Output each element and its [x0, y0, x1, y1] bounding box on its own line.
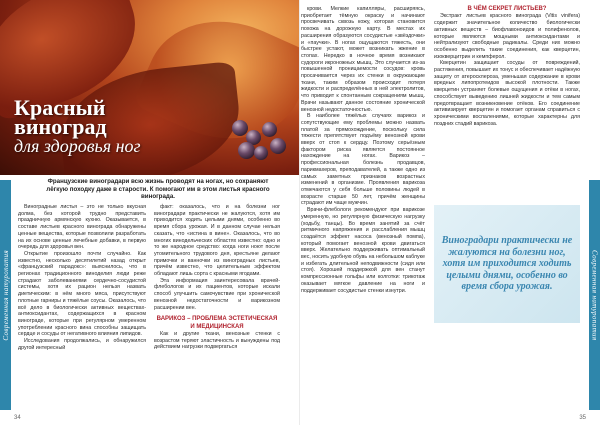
paragraph: Как и другие ткани, венозные стенки с возрастом теряют эластичность и вынуждены под действием нагрузки подвергаться — [154, 331, 280, 351]
paragraph: Врачи-флебологи рекомендуют при варикозе умеренную, но регулярную физическую нагрузку (ходьбу, танцы). Во время занятий за счёт ритмичного напряжения и расслабления мышц создаётся эффект насоса (венозный помпа), который помогает венозной крови двигаться вверх. Желательно поддерживать оптимальный вес, носить удобную обувь на небольшом каблуке и избегать длительной неподвижности (сидя или стоя). Хорошей поддержкой для вен станут компрессионные гольфы или колготки: трикотаж оказывает мягкое давление на ноги и поддерживает сосудистые стенки изнутри. — [301, 207, 425, 294]
page-number: 34 — [14, 415, 21, 421]
sidebar-label: Современная натуропатия — [590, 249, 599, 341]
left-column-1 — [18, 204, 146, 351]
pull-quote-text: Виноградари практически не жалуются на болезни ног, хотя им приходится ходить целыми днями, особенно во время сбора урожая. — [441, 235, 573, 293]
headline-line-1: Красный — [14, 95, 106, 120]
paragraph: факт: оказалось, что и на болезни ног виноградари практически не жалуются, хотя им приходится ходить целыми днями, особенно во время сбора урожая. И в данном случае нельзя сказать, что «истина в вине». Оказалось, что во многих винодельческих областях известно: одно и то же народное средство: когда ноги ноют после утомительного трудового дня, крестьяне делают примочки и ванночки из виноградных листьев, причём известно, что целительным эффектом обладают лишь сорта с красными ягодами. — [154, 204, 280, 278]
article-headline — [14, 95, 244, 156]
paragraph: Открытие произошло почти случайно. Как известно, несколько десятилетий назад открыт «французский парадокс»: выяснилось, что в регионах традиционного виноделия люди реже страдают заболеваниями сердечно-сосудистой системы, хотя их рацион нельзя назвать диетическим: в нём много мяса, присутствуют плотные гарниры и тяжёлые соусы. Оказалось, что всё дело в биологически активных веществах-антиоксидантах, содержащихся в красном винограде, которые при регулярном умеренном употреблении красного вина способны защищать сердце и сосуды от негативного влияния липидов. — [18, 250, 146, 338]
paragraph: Кверцетин защищает сосуды от повреждений, растяжения, повышает их тонус и обеспечивает надёжную защиту от атеросклероза, уменьшая содержание в крови вредных липопротеидов высокой плотности. Также кверцетин устраняет болевые ощущения и отёки в ногах, способствует выведению лишней жидкости и тем самым предотвращает возникновение отёков. Его соединение активизирует кверцетин и помогает органам справиться с хроническими воспалениями, которые характерны для поздних стадий варикоза. — [434, 60, 580, 127]
paragraph: Виноградные листья – это не только вкусная долма, без которой трудно представить праздничную армянскую кухню. Оказывается, в составе листьев красного винограда обнаружены ценные вещества, которые позволили разработать на их основе ценные лечебные добавки, в первую очередь для здоровья вен. — [18, 204, 146, 251]
grape-leaves-photo — [0, 0, 300, 175]
sidebar-label: Современная натуропатия — [1, 249, 10, 341]
page-number: 35 — [579, 415, 586, 421]
section-sidebar-tab — [0, 180, 11, 410]
pull-quote — [434, 205, 580, 323]
headline-line-3: для здоровья ног — [14, 136, 141, 156]
paragraph: В наиболее тяжёлых случаях варикоз и сопутствующие ему проблемы можно назвать платой за прямохождение, поскольку сила тяжести препятствует подъёму венозной крови вверх от стоп к сердцу. Поэтому серьёзным фактором риска является постоянное нахождение на ногах. Варикоз – профессиональная болезнь продавцов, парикмахеров, преподавателей, а также одно из самых заметных признаков возрастных изменений в организме. Проявления варикоза отмечаются у себя больше половины людей в возрасте старше 50 лет, причём женщины страдают им чаще мужчин. — [301, 113, 425, 207]
center-column — [301, 6, 425, 294]
section-subhead: ВАРИКОЗ – ПРОБЛЕМА ЭСТЕТИЧЕСКАЯ И МЕДИЦИНСКАЯ — [156, 316, 278, 330]
paragraph: Эта информация заинтересовала врачей-флебологов и их пациентов, которые искали способ улучшить самочувствие при хронической венозной недостаточности и варикозном расширении вен. — [154, 277, 280, 311]
section-sidebar-tab — [589, 180, 600, 410]
headline-line-2: виноград — [14, 114, 107, 139]
paragraph: Экстракт листьев красного винограда (Vitis vinifera) содержит значительное количество биологически активных веществ – биофлавоноидов и полифенолов, которые являются мощными антиоксидантами и нейтрализуют свободные радикалы. Среди них можно особенно выделить такие соединения, как кверцетин, изокверцитрин и кемпферол. — [434, 13, 580, 60]
lead-paragraph: Французские виноградари всю жизнь проводят на ногах, но сохраняют лёгкую походку даже в старости. К помогают им в этом листья красного винограда. — [46, 178, 270, 201]
right-page — [300, 0, 600, 425]
section-subhead: В ЧЁМ СЕКРЕТ ЛИСТЬЕВ? — [467, 6, 547, 12]
paragraph: Исследования продолжались, и обнаружился другой интересный — [18, 338, 146, 351]
left-column-2 — [154, 204, 280, 351]
paragraph: крови. Мелкие капилляры, расширяясь, приобретает тёмную окраску и начинают просвечивать сквозь кожу, которая становится похожа на дорожную карту. В местах их расширения образуются сосудистые «звёздочки» и «паучки». В ногах ощущаются тяжесть, они быстрее устают, может возникать жжение в стопах. Нередко в ночное время возникают судороги икроножных мышц. Это случается из-за повышенной проницаемости сосудов: кровь просачивается через их стенки в окружающие ткани, таким образом происходит потеря жидкости и распределённых в ней электролитов, что приводит к спонтанным сокращениям мышц. Врачи называют данное состояние хронической венозной недостаточностью. — [301, 6, 425, 113]
right-column — [434, 6, 580, 127]
